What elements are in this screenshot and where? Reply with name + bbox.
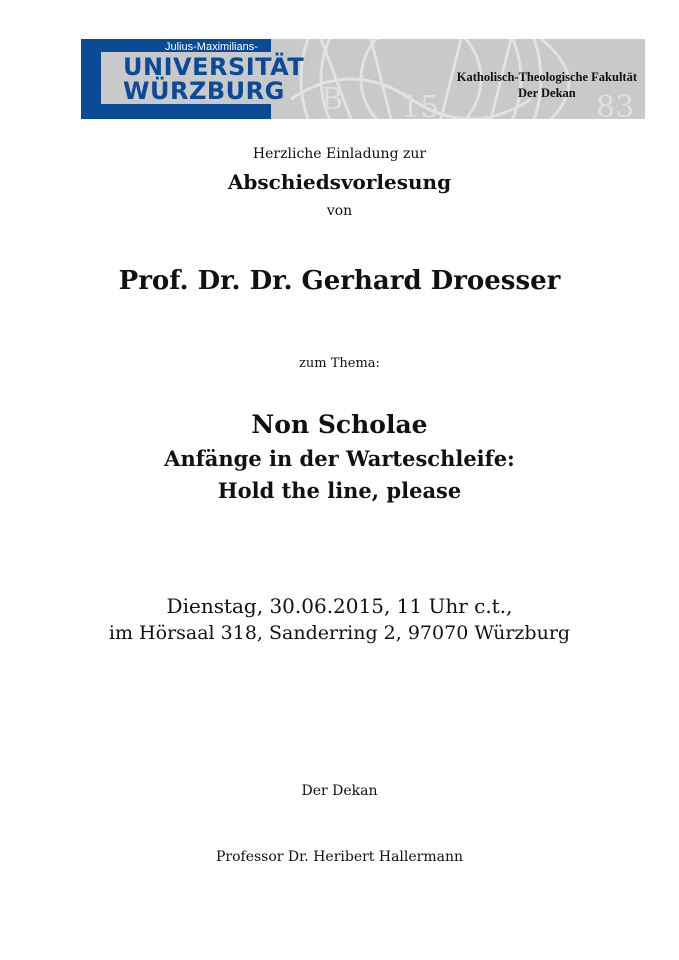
letterhead xyxy=(81,39,645,119)
office-name: Der Dekan xyxy=(518,86,576,100)
event-title: Abschiedsvorlesung xyxy=(227,170,452,194)
event-location: im Hörsaal 318, Sanderring 2, 97070 Würzburg xyxy=(108,622,571,644)
closing-signer: Professor Dr. Heribert Hallermann xyxy=(215,849,464,865)
seal-year-right: 83 xyxy=(596,90,635,119)
seal-year-left: 15 xyxy=(401,90,440,119)
closing-role: Der Dekan xyxy=(301,783,378,799)
invitation-intro: Herzliche Einladung zur xyxy=(252,146,427,162)
seal-letter: B xyxy=(321,82,344,117)
faculty-block xyxy=(457,69,637,101)
invitation-von: von xyxy=(326,203,353,219)
event-date: Dienstag, 30.06.2015, 11 Uhr c.t., xyxy=(166,594,513,618)
topic-line-3: Hold the line, please xyxy=(217,478,462,503)
topic-line-2: Anfänge in der Warteschleife: xyxy=(164,446,515,471)
topic-line-1: Non Scholae xyxy=(251,410,428,439)
topic-label: zum Thema: xyxy=(299,356,380,371)
faculty-name: Katholisch-Theologische Fakultät xyxy=(456,70,637,84)
logo-subtitle: Julius-Maximilians- xyxy=(165,41,258,53)
university-logo xyxy=(81,39,305,119)
logo-wordmark-line1: UNIVERSITÄT xyxy=(123,53,305,81)
logo-wordmark-line2: WÜRZBURG xyxy=(123,77,285,105)
speaker-name: Prof. Dr. Dr. Gerhard Droesser xyxy=(118,266,561,296)
